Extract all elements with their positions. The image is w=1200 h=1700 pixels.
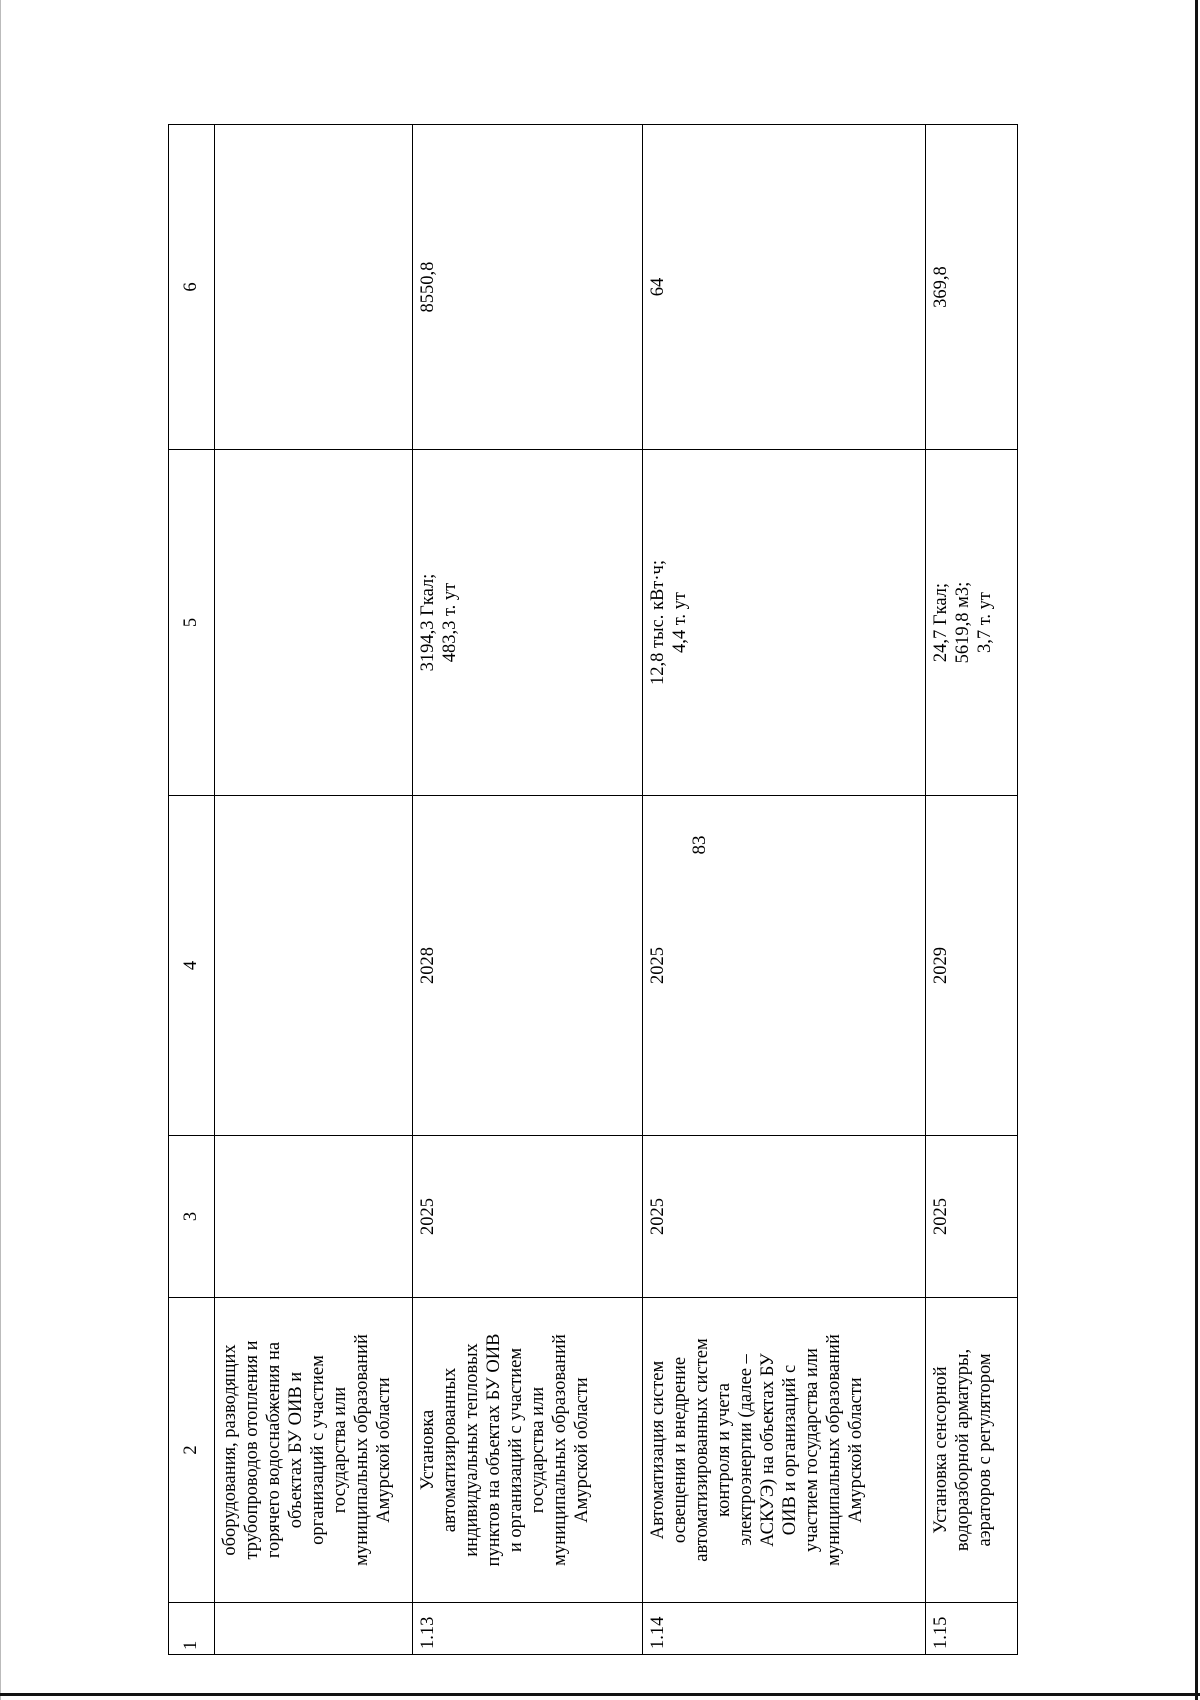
savings-cell xyxy=(412,450,642,796)
table-row xyxy=(642,125,925,1655)
description-line: оборудования, разводящих xyxy=(219,1344,240,1556)
table-row xyxy=(214,125,412,1655)
measure-description xyxy=(412,1298,642,1603)
description-line: Амурской области xyxy=(373,1377,394,1523)
row-number: 1.13 xyxy=(412,1603,642,1655)
measure-description xyxy=(214,1298,412,1603)
measures-table xyxy=(168,124,1018,1655)
end-year: 2028 xyxy=(412,796,642,1136)
description-line: индивидуальных тепловых xyxy=(461,1343,482,1557)
page-number: 83 xyxy=(689,835,710,855)
savings-cell xyxy=(214,450,412,796)
start-year: 2025 xyxy=(926,1136,1018,1298)
row-number: 1.15 xyxy=(926,1603,1018,1655)
rotated-table-container xyxy=(168,125,1018,1655)
start-year: 2025 xyxy=(642,1136,925,1298)
description-line: автоматизированных систем xyxy=(691,1338,712,1562)
description-line: муниципальных образований xyxy=(351,1334,372,1566)
savings-cell xyxy=(926,450,1018,796)
description-line: автоматизированных xyxy=(439,1367,460,1533)
description-line: трубопроводов отопления и xyxy=(241,1340,262,1560)
header-row xyxy=(169,125,215,1655)
scan-edge-right xyxy=(1195,0,1198,1700)
header-col-1: 1 xyxy=(169,1603,215,1655)
header-col-6: 6 xyxy=(169,125,215,450)
header-col-4: 4 xyxy=(169,796,215,1136)
measure-description xyxy=(642,1298,925,1603)
description-line: Установка сенсорной xyxy=(931,1366,952,1534)
end-year: 2025 xyxy=(642,796,925,1136)
description-line: аэраторов с регулятором xyxy=(975,1353,996,1547)
savings-line: 12,8 тыс. кВт·ч; xyxy=(647,560,668,685)
description-line: муниципальных образований xyxy=(549,1334,570,1566)
savings-line: 24,7 Гкал; xyxy=(931,582,952,663)
description-line: АСКУЭ) на объектах БУ xyxy=(757,1353,778,1547)
description-line: горячего водоснабжения на xyxy=(263,1341,284,1559)
savings-line: 3194,3 Гкал; xyxy=(417,573,438,672)
description-line: водоразборной арматуры, xyxy=(953,1348,974,1552)
cost-value: 369,8 xyxy=(926,125,1018,450)
end-year: 2029 xyxy=(926,796,1018,1136)
description-line: объектах БУ ОИВ и xyxy=(285,1371,306,1529)
measure-description xyxy=(926,1298,1018,1603)
description-line: муниципальных образований xyxy=(823,1334,844,1566)
start-year: 2025 xyxy=(412,1136,642,1298)
description-line: контроля и учета xyxy=(713,1383,734,1517)
row-number xyxy=(214,1603,412,1655)
savings-line: 5619,8 м3; xyxy=(953,581,974,664)
cost-value: 64 xyxy=(642,125,925,450)
scan-edge-left xyxy=(0,0,1,1700)
savings-line: 4,4 т. ут xyxy=(669,591,690,654)
table-row xyxy=(412,125,642,1655)
savings-line: 483,3 т. ут xyxy=(439,582,460,663)
header-col-3: 3 xyxy=(169,1136,215,1298)
savings-cell xyxy=(642,450,925,796)
scan-edge-bottom xyxy=(0,1693,1200,1696)
description-line: государства или xyxy=(329,1386,350,1514)
description-line: пунктов на объектах БУ ОИВ xyxy=(483,1333,504,1567)
description-line: организаций с участием xyxy=(307,1355,328,1545)
cost-value: 8550,8 xyxy=(412,125,642,450)
description-line: и организаций с участием xyxy=(505,1347,526,1553)
description-line: Автоматизация систем xyxy=(647,1360,668,1540)
savings-line: 3,7 т. ут xyxy=(975,591,996,654)
row-number: 1.14 xyxy=(642,1603,925,1655)
cost-value xyxy=(214,125,412,450)
header-col-2: 2 xyxy=(169,1298,215,1603)
description-line: электроэнергии (далее – xyxy=(735,1354,756,1546)
description-line: Амурской области xyxy=(845,1377,866,1523)
description-line: участием государства или xyxy=(801,1348,822,1552)
header-col-5: 5 xyxy=(169,450,215,796)
description-line: Установка xyxy=(417,1409,438,1491)
description-line: государства или xyxy=(527,1386,548,1514)
description-line: освещения и внедрение xyxy=(669,1356,690,1544)
description-line: Амурской области xyxy=(571,1377,592,1523)
table-row xyxy=(926,125,1018,1655)
description-line: ОИВ и организаций с xyxy=(779,1364,800,1536)
end-year xyxy=(214,796,412,1136)
start-year xyxy=(214,1136,412,1298)
